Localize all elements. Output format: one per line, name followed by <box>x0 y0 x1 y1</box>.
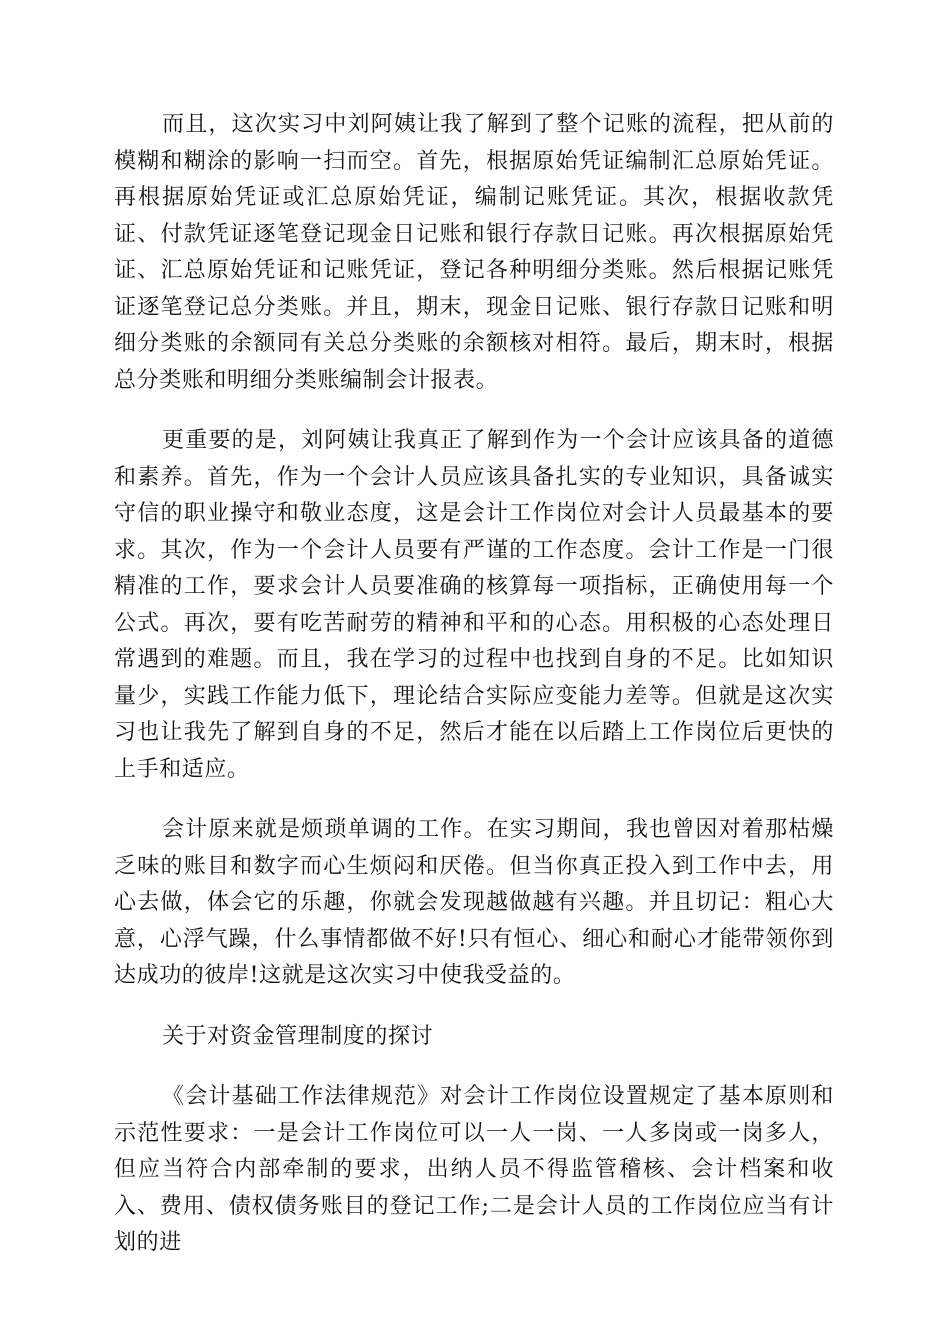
paragraph-work-reflection: 会计原来就是烦琐单调的工作。在实习期间，我也曾因对着那枯燥乏味的账目和数字而心生烦闷和厌倦。但当你真正投入到工作中去，用心去做，体会它的乐趣，你就会发现越做越有兴趣。并且切记：粗心大意，心浮气躁，什么事情都做不好!只有恒心、细心和耐心才能带领你到达成功的彼岸!这就是这次实习中使我受益的。 <box>114 817 834 988</box>
document-body <box>114 107 834 1286</box>
paragraph-regulations: 《会计基础工作法律规范》对会计工作岗位设置规定了基本原则和示范性要求：一是会计工作岗位可以一人一岗、一人多岗或一岗多人，但应当符合内部牵制的要求，出纳人员不得监管稽核、会计档案和收入、费用、债权债务账目的登记工作;二是会计人员的工作岗位应当有计划的进 <box>114 1084 834 1255</box>
section-heading: 关于对资金管理制度的探讨 <box>162 1023 434 1049</box>
paragraph-accountant-ethics: 更重要的是，刘阿姨让我真正了解到作为一个会计应该具备的道德和素养。首先，作为一个会计人员应该具备扎实的专业知识，具备诚实守信的职业操守和敬业态度，这是会计工作岗位对会计人员最基本的要求。其次，作为一个会计人员要有严谨的工作态度。会计工作是一门很精准的工作，要求会计人员要准确的核算每一项指标，正确使用每一个公式。再次，要有吃苦耐劳的精神和平和的心态。用积极的心态处理日常遇到的难题。而且，我在学习的过程中也找到自身的不足。比如知识量少，实践工作能力低下，理论结合实际应变能力差等。但就是这次实习也让我先了解到自身的不足，然后才能在以后踏上工作岗位后更快的上手和适应。 <box>114 428 834 782</box>
paragraph-bookkeeping-process: 而且，这次实习中刘阿姨让我了解到了整个记账的流程，把从前的模糊和糊涂的影响一扫而空。首先，根据原始凭证编制汇总原始凭证。再根据原始凭证或汇总原始凭证，编制记账凭证。其次，根据收款凭证、付款凭证逐笔登记现金日记账和银行存款日记账。再次根据原始凭证、汇总原始凭证和记账凭证，登记各种明细分类账。然后根据记账凭证逐笔登记总分类账。并且，期末，现金日记账、银行存款日记账和明细分类账的余额同有关总分类账的余额核对相符。最后，期末时，根据总分类账和明细分类账编制会计报表。 <box>114 112 834 393</box>
